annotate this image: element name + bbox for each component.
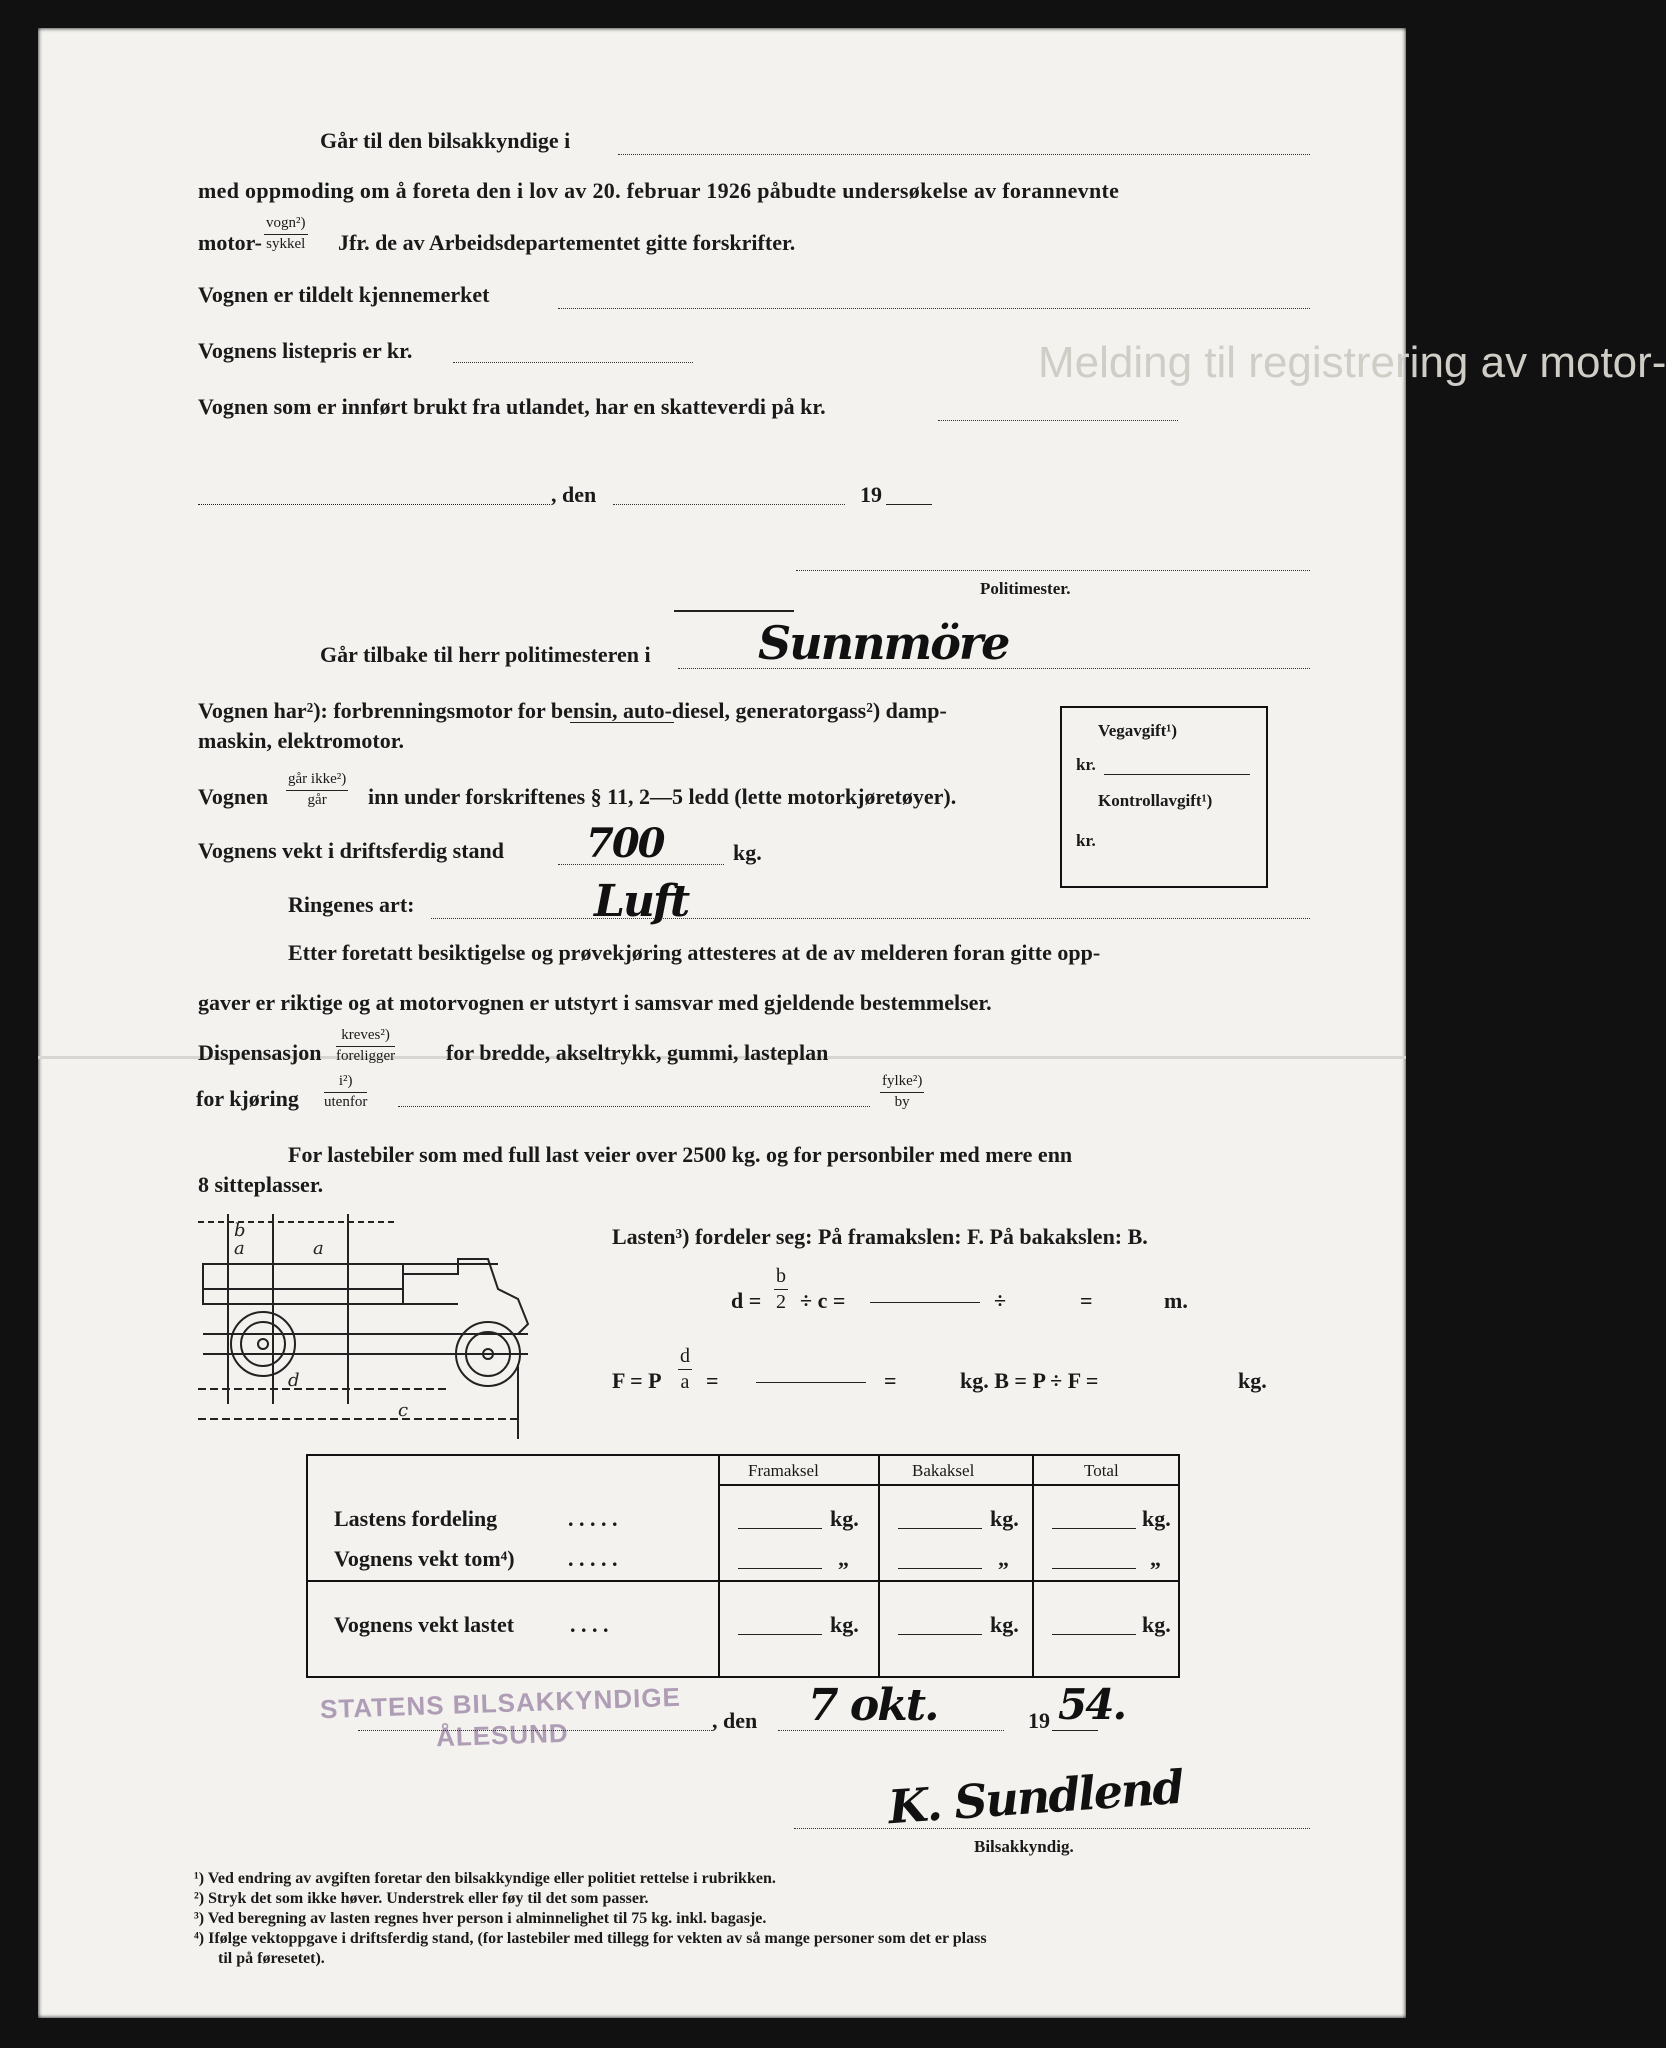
date-line [613, 504, 845, 505]
sign-year-prefix: 19 [1028, 1708, 1050, 1733]
county-frac-bottom: by [894, 1093, 910, 1110]
attest-line-2: gaver er riktige og at motorvognen er utstyrt i samsvar med gjeldende bestemmelser. [198, 990, 992, 1015]
formula-eq-3: = [884, 1368, 897, 1393]
diagram-label-b: b [234, 1220, 246, 1241]
sign-place-line [358, 1730, 712, 1731]
gaar-frac-bottom: går [307, 791, 327, 808]
row-3-kg-2: kg. [990, 1612, 1019, 1637]
disp-fraction [336, 1028, 395, 1065]
request-line: med oppmoding om å foreta den i lov av 20. februar 1926 påbudte undersøkelse av forannevnte [198, 178, 1120, 203]
year-prefix: 19 [860, 482, 882, 507]
vogn-sykkel-fraction [264, 216, 308, 253]
document-page [38, 28, 1666, 2018]
formula-F: F = P [612, 1368, 662, 1393]
sign-date-handwritten: 7 okt. [808, 1680, 938, 1731]
police-sign-line [796, 570, 1310, 571]
formula-kg-end: kg. [1238, 1368, 1267, 1393]
year-line [886, 504, 932, 505]
diagram-label-a2: a [313, 1238, 324, 1259]
disp-frac-bottom: foreligger [336, 1047, 396, 1064]
engine-line-2: maskin, elektromotor. [198, 728, 404, 753]
regulations-text: Jfr. de av Arbeidsdepartementet gitte forskrifter. [338, 230, 796, 255]
footnote-4: ⁴) Ifølge vektoppgave i driftsferdig stand, (for lastebiler med tillegg for vekten av så mange personer som det er plass [194, 1930, 987, 1947]
load-table [306, 1454, 1180, 1678]
section-text: inn under forskriftenes § 11, 2—5 ledd (lette motorkjøretøyer). [368, 784, 957, 809]
diagram-label-d: d [288, 1370, 300, 1391]
tire-label: Ringenes art: [288, 892, 415, 917]
footnote-3: ³) Ved beregning av lasten regnes hver person i alminnelighet til 75 kg. inkl. bagasje. [194, 1910, 767, 1927]
sign-year-line [1052, 1730, 1098, 1731]
den-label: , den [551, 482, 597, 507]
row-3-kg-1: kg. [830, 1612, 859, 1637]
row-2-label: Vognens vekt tom⁴) [334, 1546, 515, 1571]
control-fee-label: Kontrollavgift¹) [1098, 791, 1213, 810]
row-3-label: Vognens vekt lastet [334, 1612, 515, 1637]
assigned-plate-label: Vognen er tildelt kjennemerket [198, 282, 490, 307]
row-1-kg-2: kg. [990, 1506, 1019, 1531]
formula-d-left: d = [731, 1288, 762, 1313]
driving-label: for kjøring [196, 1086, 299, 1111]
vognen-label: Vognen [198, 784, 269, 809]
road-fee-line [1104, 774, 1250, 775]
signature-line [794, 1828, 1310, 1829]
driving-fraction [324, 1074, 367, 1111]
row-1-label: Lastens fordeling [334, 1506, 498, 1531]
motor-prefix: motor- [198, 230, 262, 255]
formula-eq-1: = [1080, 1288, 1093, 1313]
formula-d-a-fraction [678, 1346, 692, 1393]
weight-value-handwritten: 700 [586, 820, 664, 867]
header-total: Total [1084, 1461, 1119, 1480]
gaar-frac-top: går ikke²) [286, 772, 348, 791]
footnote-2: ²) Stryk det som ikke høver. Understrek eller føy til det som passer. [194, 1890, 649, 1907]
footnote-1: ¹) Ved endring av avgiften foretar den bilsakkyndige eller politiet rettelse i rubrikken. [194, 1870, 776, 1887]
dispensation-text: for bredde, akseltrykk, gummi, lasteplan [446, 1040, 829, 1065]
fee-box [1060, 706, 1268, 888]
county-frac-top: fylke²) [880, 1074, 924, 1093]
formula-a: a [680, 1371, 690, 1393]
stamp-line-2: ÅLESUND [435, 1717, 570, 1753]
signature-handwritten: K. Sundlend [886, 1759, 1185, 1835]
header-bakaksel: Bakaksel [912, 1461, 975, 1480]
formula-line-2 [756, 1382, 866, 1383]
imported-line [938, 420, 1178, 421]
goes-to-label: Går til den bilsakkyndige i [320, 128, 571, 153]
engine-line-1: Vognen har²): forbrenningsmotor for bensin, auto-diesel, generatorgass²) damp- [198, 698, 947, 723]
formula-b: b [774, 1266, 788, 1290]
return-to-label: Går tilbake til herr politimesteren i [320, 642, 651, 667]
tire-line [431, 918, 1310, 919]
formula-b-2-fraction [774, 1266, 788, 1313]
engine-underline [570, 722, 674, 723]
goes-to-line [618, 154, 1310, 155]
row-3-dots: . . . . [570, 1612, 609, 1637]
load-distribution: Lasten³) fordeler seg: På framakslen: F. På bakakslen: B. [612, 1224, 1148, 1249]
police-chief-label: Politimester. [980, 579, 1071, 598]
formula-d: d [678, 1346, 692, 1370]
row-1-kg-1: kg. [830, 1506, 859, 1531]
diagram-label-c: c [398, 1400, 409, 1421]
road-fee-kr: kr. [1076, 755, 1096, 774]
road-fee-label: Vegavgift¹) [1098, 721, 1178, 740]
imported-label: Vognen som er innført brukt fra utlandet, har en skatteverdi på kr. [198, 394, 826, 419]
vogn-frac-top: vogn²) [264, 216, 308, 235]
row-2-ditto-3: „ [1150, 1546, 1161, 1571]
attest-line-1: Etter foretatt besiktigelse og prøvekjøring attesteres at de av melderen foran gitte opp- [288, 940, 1101, 965]
formula-two: 2 [776, 1291, 786, 1313]
truck-diagram [198, 1214, 578, 1444]
row-3-kg-3: kg. [1142, 1612, 1171, 1637]
footnote-4-cont: til på føresetet). [218, 1950, 325, 1967]
row-2-dots: . . . . . [568, 1546, 618, 1571]
tire-value-handwritten: Luft [594, 876, 689, 927]
formula-div: ÷ [994, 1288, 1007, 1313]
formula-c: ÷ c = [800, 1288, 846, 1313]
driving-frac-top: i²) [324, 1074, 367, 1093]
trucks-line-1: For lastebiler som med full last veier over 2500 kg. og for personbiler med mere enn [288, 1142, 1073, 1167]
formula-line-1 [870, 1302, 980, 1303]
diagram-label-a1: a [234, 1238, 245, 1259]
list-price-line [453, 362, 693, 363]
list-price-label: Vognens listepris er kr. [198, 338, 413, 363]
driving-line [398, 1106, 870, 1107]
county-fraction [880, 1074, 924, 1111]
stamp-line-1: STATENS BILSAKKYNDIGE [319, 1681, 682, 1725]
return-place-handwritten: Sunnmöre [758, 616, 1009, 670]
section-divider [674, 610, 794, 612]
sign-den-label: , den [712, 1708, 758, 1733]
signature-role: Bilsakkyndig. [974, 1837, 1074, 1856]
sign-year-handwritten: 54. [1058, 1680, 1126, 1729]
weight-kg: kg. [733, 840, 762, 865]
dispensation-label: Dispensasjon [198, 1040, 322, 1065]
gaar-fraction [286, 772, 348, 809]
row-1-dots: . . . . . [568, 1506, 618, 1531]
formula-eq-2: = [706, 1368, 719, 1393]
driving-frac-bottom: utenfor [324, 1093, 368, 1110]
control-fee-kr: kr. [1076, 831, 1096, 850]
row-2-ditto-2: „ [998, 1546, 1009, 1571]
trucks-line-2: 8 sitteplasser. [198, 1172, 324, 1197]
formula-m: m. [1164, 1288, 1188, 1313]
weight-label: Vognens vekt i driftsferdig stand [198, 838, 504, 863]
vogn-frac-bottom: sykkel [266, 235, 306, 252]
place-line [198, 504, 550, 505]
formula-kgB: kg. B = P ÷ F = [960, 1368, 1099, 1393]
plate-line [558, 308, 1310, 309]
row-2-ditto-1: „ [838, 1546, 849, 1571]
row-1-kg-3: kg. [1142, 1506, 1171, 1531]
disp-frac-top: kreves²) [336, 1028, 395, 1047]
bleed-through-title: Melding til registrering av motor- [1038, 338, 1666, 387]
header-framaksel: Framaksel [748, 1461, 819, 1480]
